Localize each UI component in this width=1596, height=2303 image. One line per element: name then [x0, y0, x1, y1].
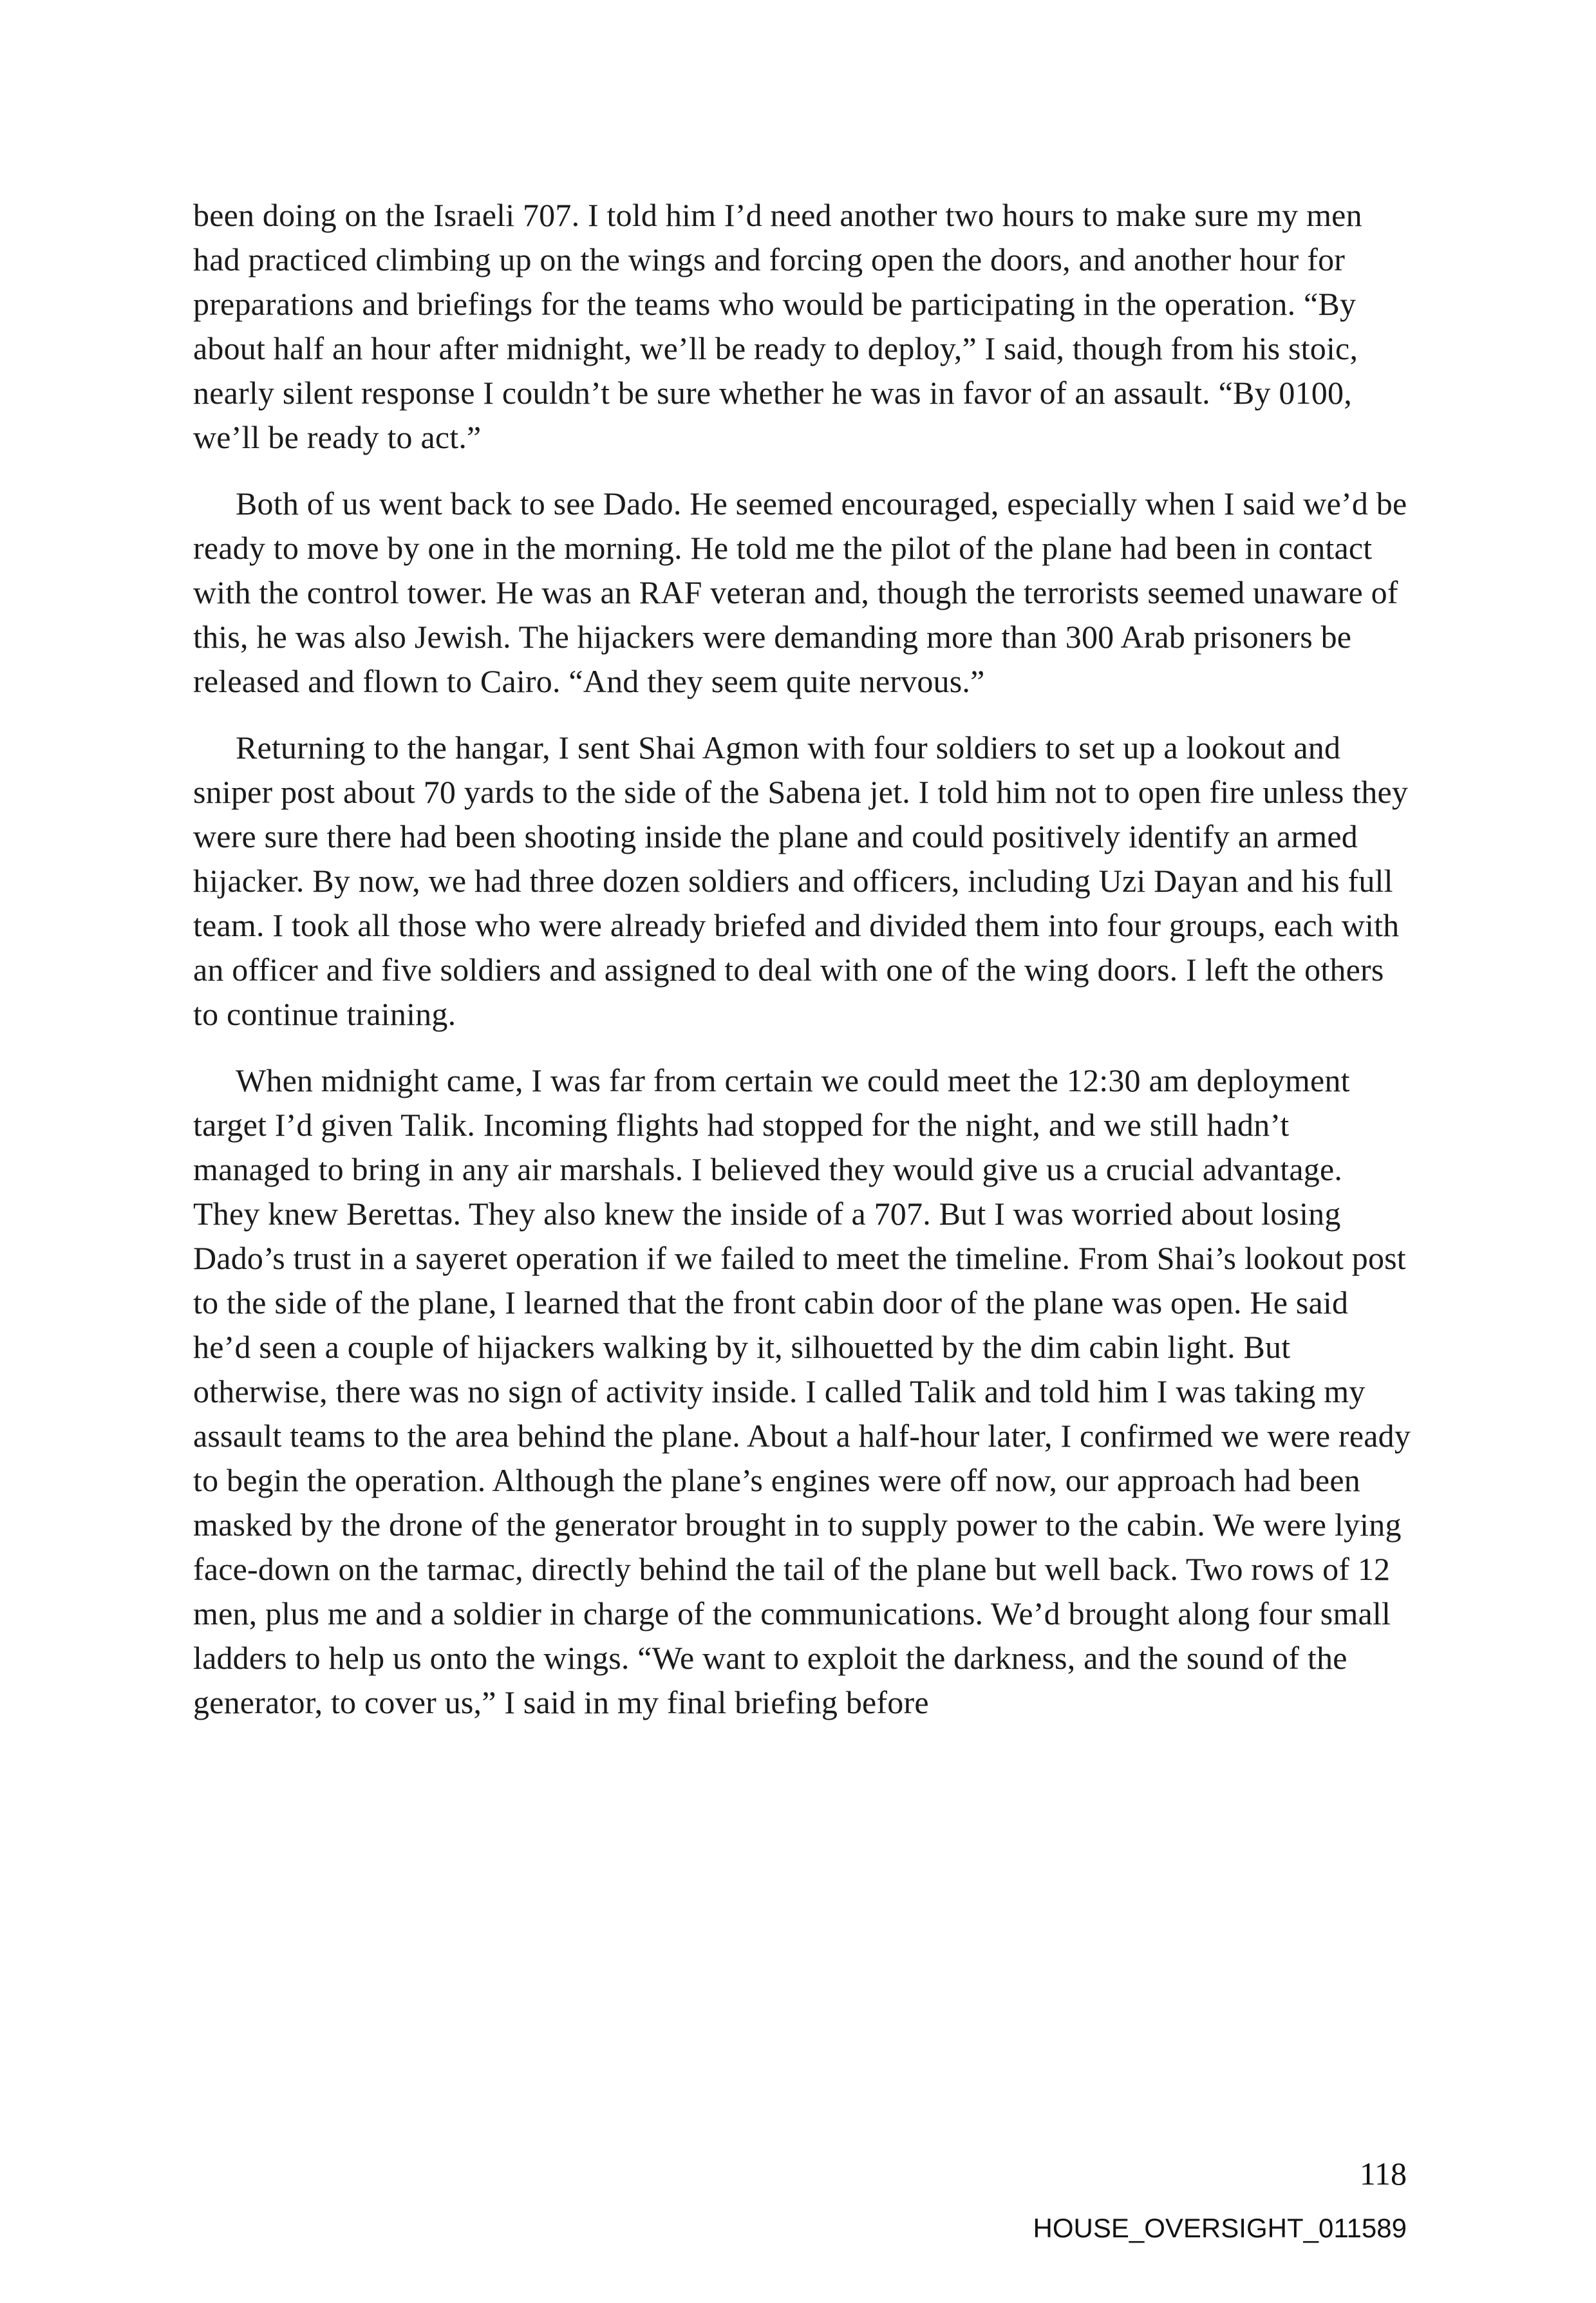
paragraph: When midnight came, I was far from certain we could meet the 12:30 am deployment target I’d given Talik. Incoming flights had stopped for the night, and we still hadn’t managed to bring in any air marshals. I believed they would give us a crucial advantage. They knew Berettas. They also knew the inside of a 707. But I was worried about losing Dado’s trust in a sayeret operation if we failed to meet the timeline. From Shai’s lookout post to the side of the plane, I learned that the front cabin door of the plane was open. He said he’d seen a couple of hijackers walking by it, silhouetted by the dim cabin light. But otherwise, there was no sign of activity inside. I called Talik and told him I was taking my assault teams to the area behind the plane. About a half-hour later, I confirmed we were ready to begin the operation. Although the plane’s engines were off now, our approach had been masked by the drone of the generator brought in to supply power to the cabin. We were lying face-down on the tarmac, directly behind the tail of the plane but well back. Two rows of 12 men, plus me and a soldier in charge of the communications. We’d brought along four small ladders to help us onto the wings. “We want to exploit the darkness, and the sound of the generator, to cover us,” I said in my final briefing before: [193, 1062, 1411, 1720]
paragraph: Both of us went back to see Dado. He seemed encouraged, especially when I said we’d be ready to move by one in the morning. He told me the pilot of the plane had been in contact with the control tower. He was an RAF veteran and, though the terrorists seemed unaware of this, he was also Jewish. The hijackers were demanding more than 300 Arab prisoners be released and flown to Cairo. “And they seem quite nervous.”: [193, 485, 1407, 699]
page-number: 118: [1359, 2156, 1407, 2192]
body-text: [193, 193, 1413, 1747]
paragraph-continuation: been doing on the Israeli 707. I told him I’d need another two hours to make sure my men had practiced climbing up on the wings and forcing open the doors, and another hour for preparations and briefings for the teams who would be participating in the operation. “By about half an hour after midnight, we’ll be ready to deploy,” I said, though from his stoic, nearly silent response I couldn’t be sure whether he was in favor of an assault. “By 0100, we’ll be ready to act.”: [193, 197, 1362, 455]
bates-stamp: HOUSE_OVERSIGHT_011589: [1033, 2213, 1407, 2243]
paragraph: Returning to the hangar, I sent Shai Agmon with four soldiers to set up a lookout and sniper post about 70 yards to the side of the Sabena jet. I told him not to open fire unless they were sure there had been shooting inside the plane and could positively identify an armed hijacker. By now, we had three dozen soldiers and officers, including Uzi Dayan and his full team. I took all those who were already briefed and divided them into four groups, each with an officer and five soldiers and assigned to deal with one of the wing doors. I left the others to continue training.: [193, 729, 1409, 1032]
